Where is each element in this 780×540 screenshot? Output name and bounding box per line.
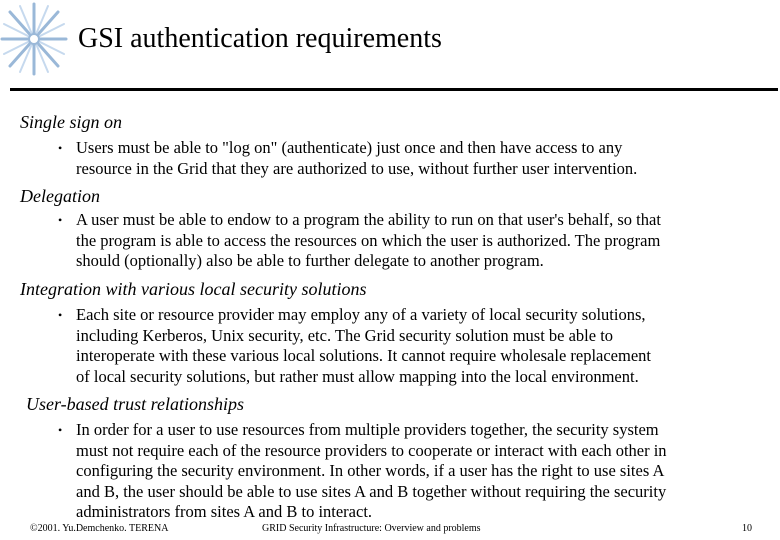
bullet-icon: • <box>58 213 63 227</box>
bullet-text <box>76 138 776 179</box>
bullet-item-integration <box>0 305 780 389</box>
text-line: In order for a user to use resources from multiple providers together, the security system <box>76 420 659 439</box>
text-line: and B, the user should be able to use sites A and B together without requiring the security <box>76 481 667 501</box>
bullet-text <box>76 420 776 523</box>
bullet-icon: • <box>58 308 63 322</box>
bullet-item-single-sign-on <box>0 138 780 182</box>
bullet-item-user-based-trust <box>0 420 780 522</box>
text-line: resource in the Grid that they are authorized to use, without further user intervention. <box>76 158 638 178</box>
text-line: of local security solutions, but rather must allow mapping into the local environment. <box>76 366 639 386</box>
heading-delegation: Delegation <box>20 186 100 206</box>
text-line: interoperate with these various local solutions. It cannot require wholesale replacement <box>76 346 652 365</box>
footer-copyright: ©2001. Yu.Demchenko. TERENA <box>30 523 169 534</box>
bullet-text <box>76 210 776 272</box>
slide-title: GSI authentication requirements <box>78 23 442 54</box>
text-line: administrators from sites A and B to interact. <box>76 502 373 521</box>
bullet-item-delegation <box>0 210 780 274</box>
footer-page-number: 10 <box>742 523 752 534</box>
heading-user-based-trust: User-based trust relationships <box>26 394 244 414</box>
bullet-text <box>76 305 776 387</box>
text-line: Users must be able to "log on" (authenticate) just once and then have access to any <box>76 138 623 157</box>
text-line: including Kerberos, Unix security, etc. The Grid security solution must be able to <box>76 325 614 345</box>
text-line: must not require each of the resource providers to cooperate or interact with each other in <box>76 440 667 460</box>
bullet-icon: • <box>58 423 63 437</box>
heading-integration: Integration with various local security solutions <box>20 279 367 299</box>
text-line: Each site or resource provider may employ any of a variety of local security solutions, <box>76 305 646 324</box>
text-line: configuring the security environment. In other words, if a user has the right to use sites A <box>76 461 665 480</box>
text-line: A user must be able to endow to a program the ability to run on that user's behalf, so that <box>76 210 661 229</box>
bullet-icon: • <box>58 141 63 155</box>
text-line: the program is able to access the resources on which the user is authorized. The program <box>76 230 661 250</box>
text-line: should (optionally) also be able to further delegate to another program. <box>76 251 544 270</box>
starburst-logo <box>0 0 72 78</box>
footer-center-text: GRID Security Infrastructure: Overview and problems <box>262 523 481 534</box>
title-divider <box>10 88 778 91</box>
heading-single-sign-on: Single sign on <box>20 112 122 132</box>
